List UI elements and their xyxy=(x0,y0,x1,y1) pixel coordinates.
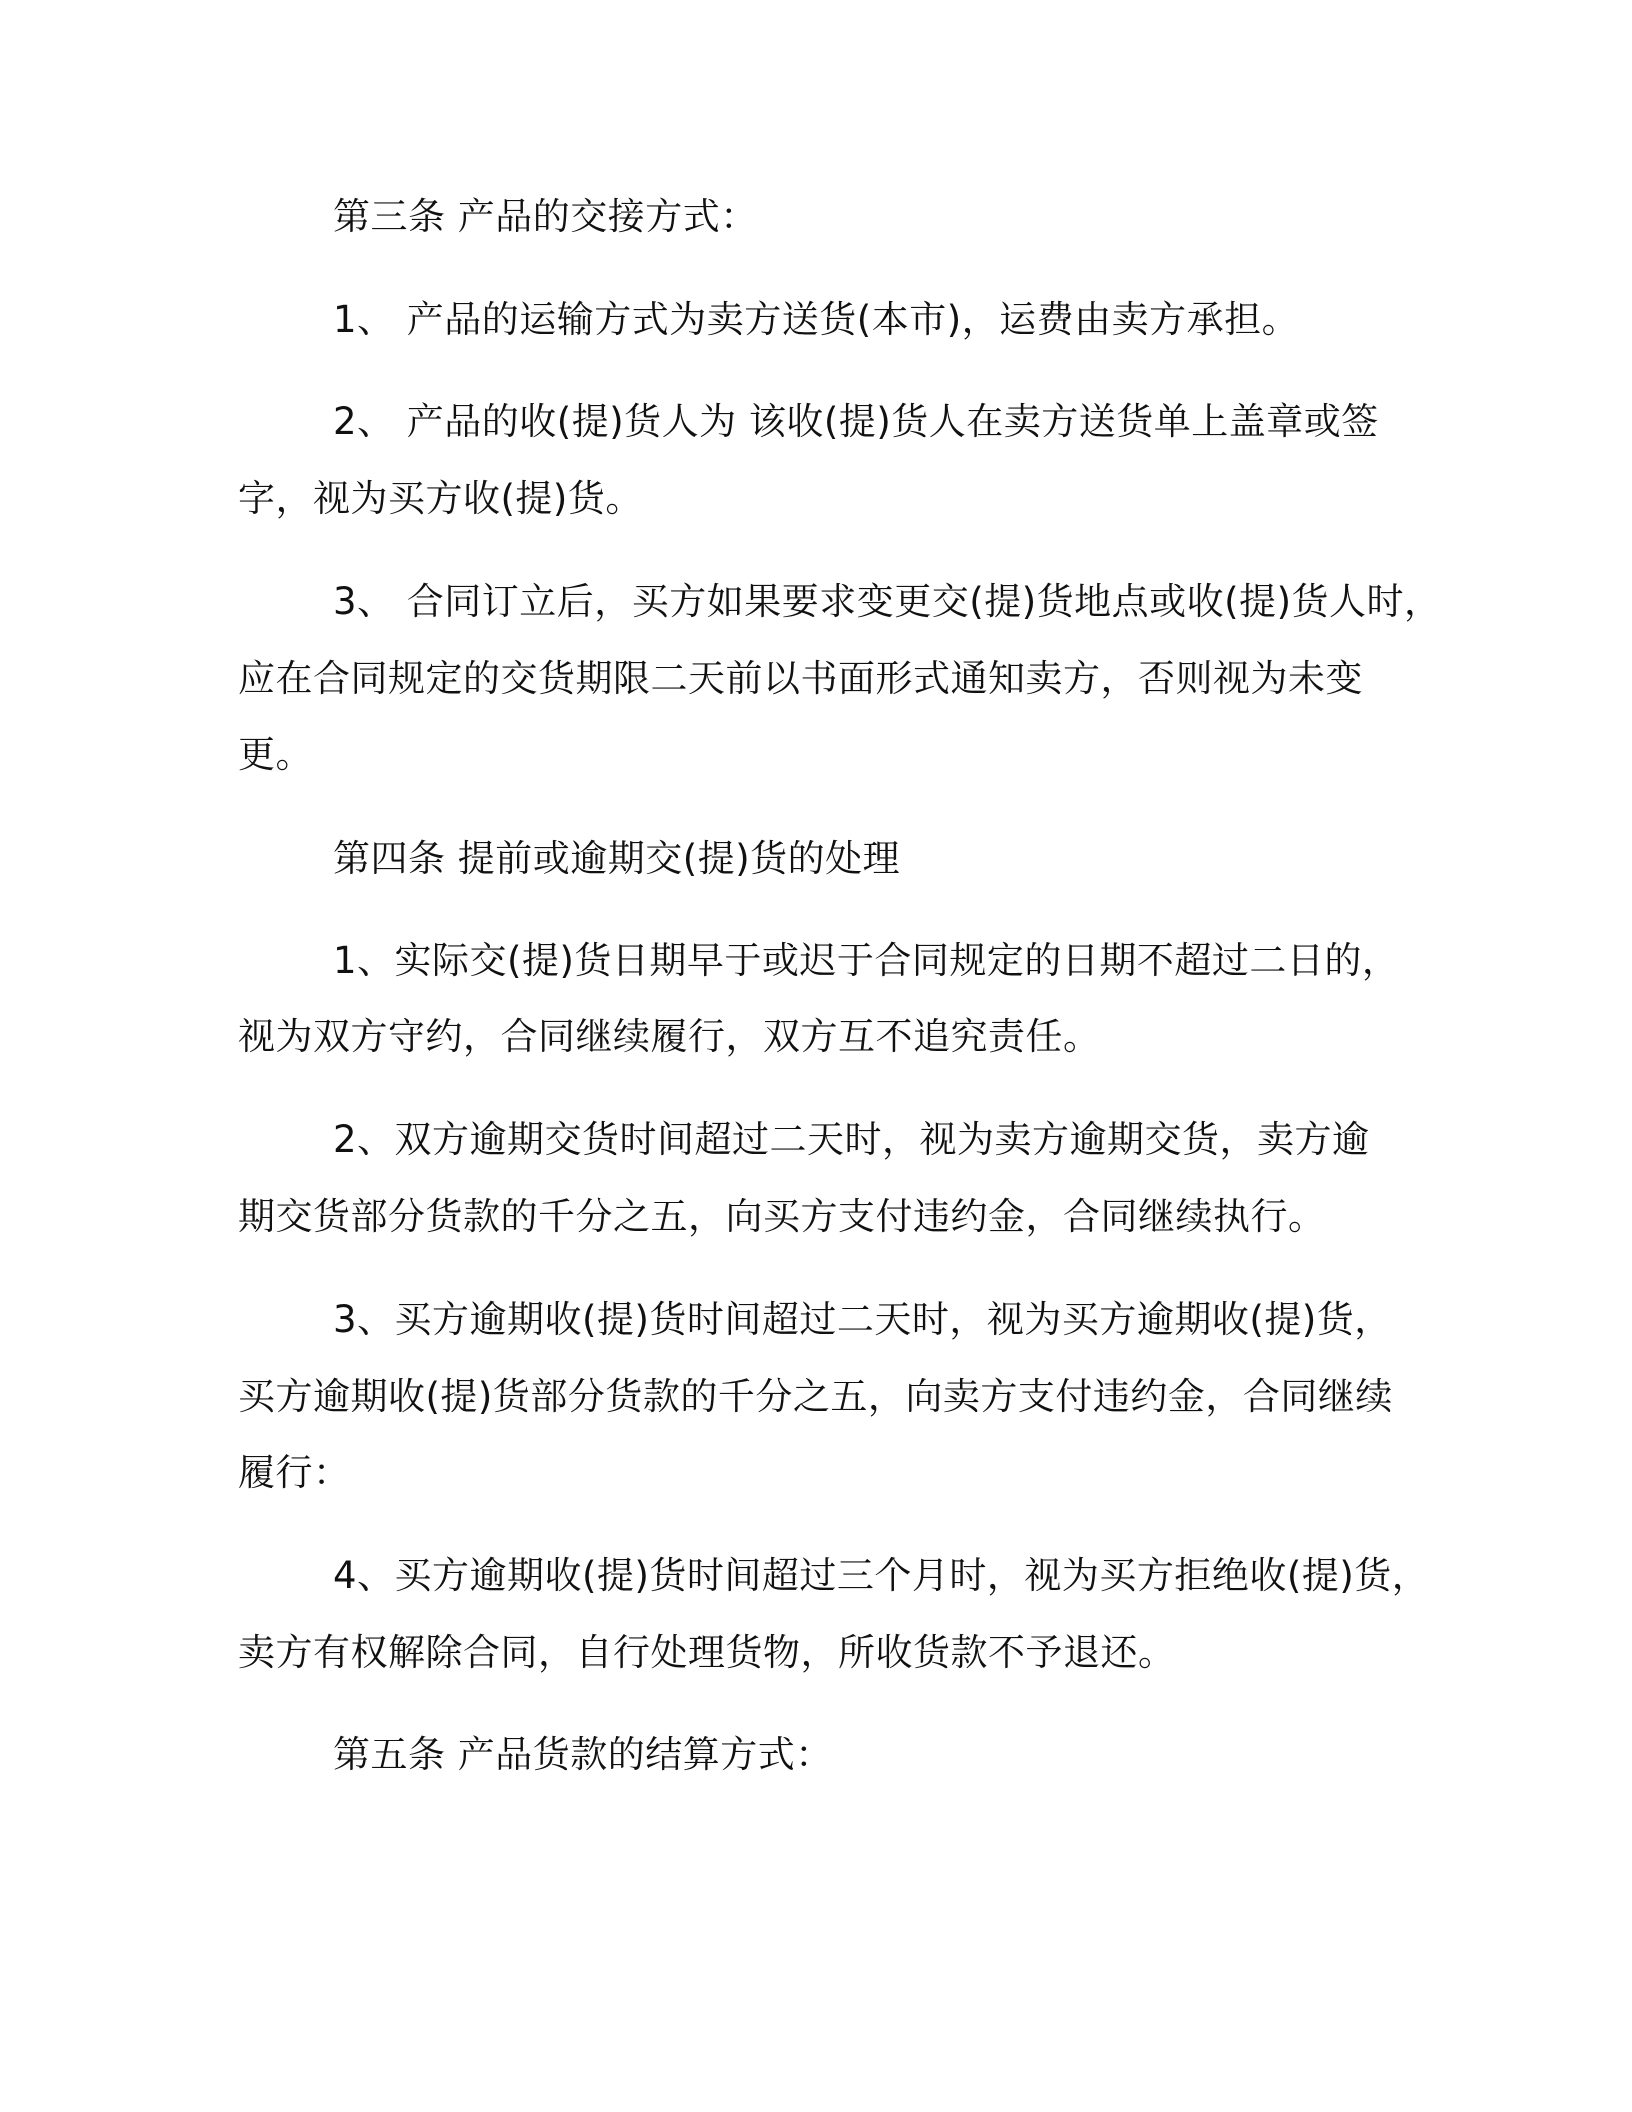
article-3-item-3-line-3: 更。 xyxy=(238,733,313,776)
article-5-heading: 第五条 产品货款的结算方式： xyxy=(333,1733,833,1776)
article-4-item-2-line-1: 2、双方逾期交货时间超过二天时，视为卖方逾期交货，卖方逾 xyxy=(333,1118,1370,1161)
article-4-item-3-line-3: 履行： xyxy=(238,1451,351,1494)
article-3-item-2-line-2: 字，视为买方收(提)货。 xyxy=(238,477,643,520)
article-4-item-2-line-2: 期交货部分货款的千分之五，向买方支付违约金，合同继续执行。 xyxy=(238,1195,1326,1238)
article-4-heading: 第四条 提前或逾期交(提)货的处理 xyxy=(333,837,901,880)
article-4-item-4-line-1: 4、买方逾期收(提)货时间超过三个月时，视为买方拒绝收(提)货， xyxy=(333,1554,1430,1597)
article-4-item-1-line-1: 1、实际交(提)货日期早于或迟于合同规定的日期不超过二日的， xyxy=(333,939,1400,982)
article-3-item-1-line-1: 1、 产品的运输方式为卖方送货(本市)，运费由卖方承担。 xyxy=(333,298,1300,341)
article-3-item-2-line-1: 2、 产品的收(提)货人为 该收(提)货人在卖方送货单上盖章或签 xyxy=(333,400,1379,443)
article-4-item-1-line-2: 视为双方守约，合同继续履行，双方互不追究责任。 xyxy=(238,1015,1101,1058)
article-3-item-3-line-1: 3、 合同订立后，买方如果要求变更交(提)货地点或收(提)货人时， xyxy=(333,580,1442,623)
article-4-item-3-line-2: 买方逾期收(提)货部分货款的千分之五，向卖方支付违约金，合同继续 xyxy=(238,1375,1393,1418)
article-3-item-3-line-2: 应在合同规定的交货期限二天前以书面形式通知卖方，否则视为未变 xyxy=(238,657,1363,700)
article-4-item-3-line-1: 3、买方逾期收(提)货时间超过二天时，视为买方逾期收(提)货， xyxy=(333,1298,1392,1341)
article-4-item-4-line-2: 卖方有权解除合同，自行处理货物，所收货款不予退还。 xyxy=(238,1631,1176,1674)
article-3-heading: 第三条 产品的交接方式： xyxy=(333,195,758,238)
